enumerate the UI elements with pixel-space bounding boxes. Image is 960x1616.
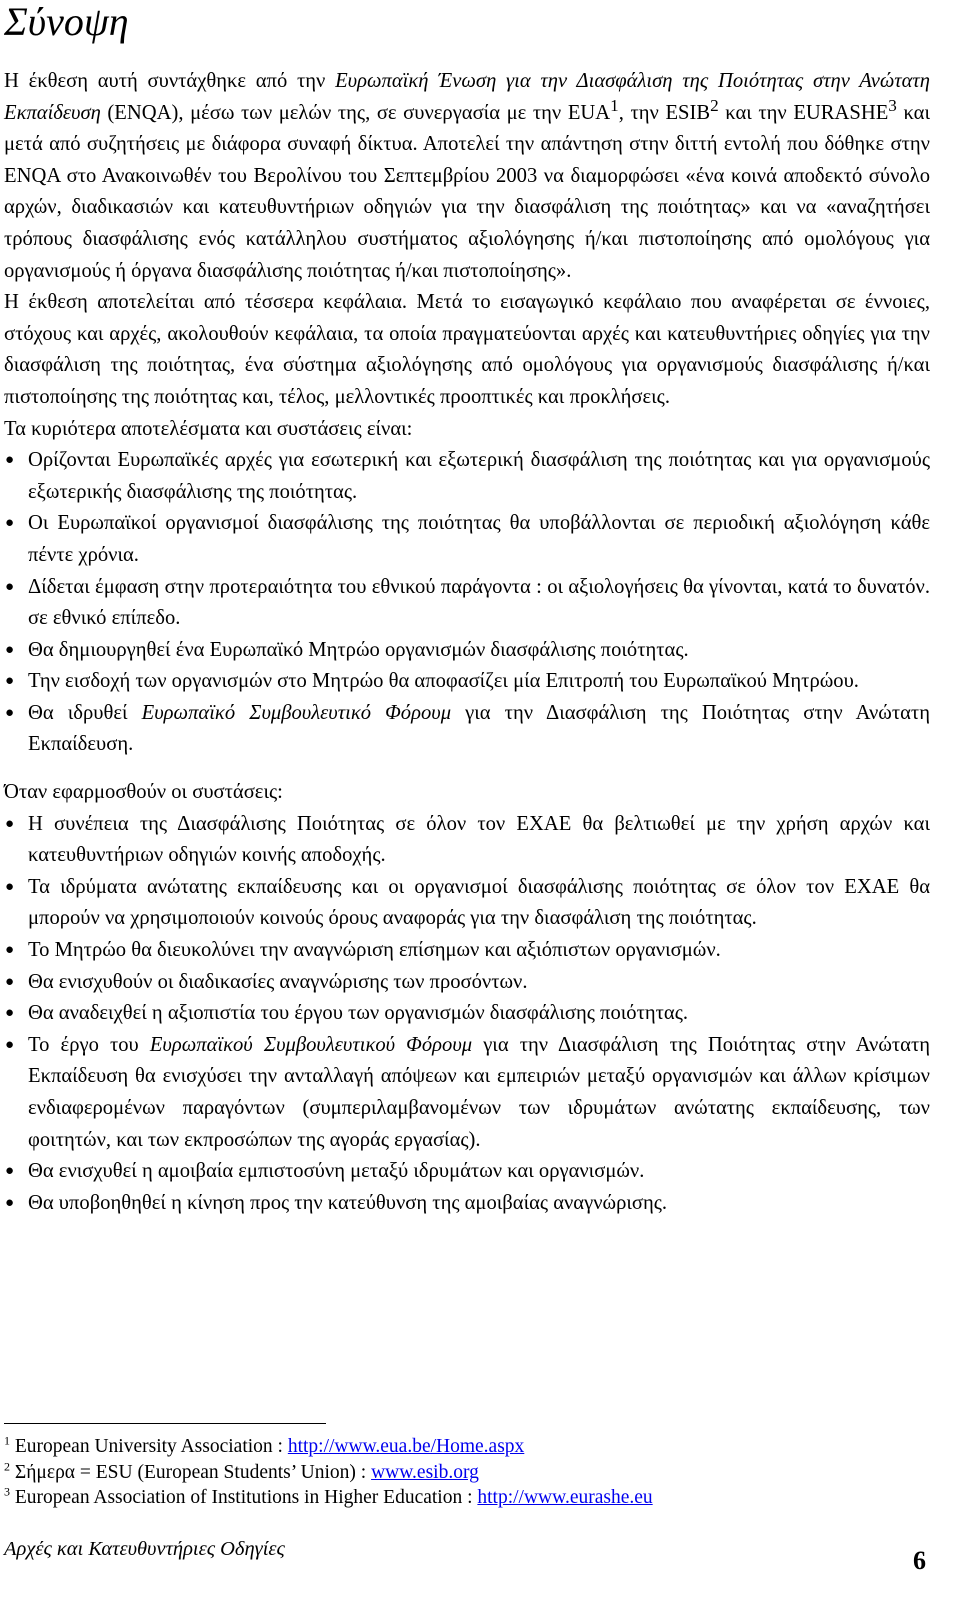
bullet-icon: ● xyxy=(5,878,15,895)
chapters-paragraph: Η έκθεση αποτελείται από τέσσερα κεφάλαια. Μετά το εισαγωγικό κεφάλαιο που αναφέρεται σε έννοιες, στόχους και αρχές, ακολουθούν κεφάλαια, τα οποία πραγματεύονται αρχές και κατευθυντήριες οδηγίες για την διασφάλιση της ποιότητας, ένα σύστημα αξιολόγησης από ομολόγους για οργανισμούς διασφάλισης ή/και πιστοποίησης της ποιότητας και, τέλος, μελλοντικές προοπτικές και προκλήσεις. xyxy=(4,291,930,408)
footnote-number: 1 xyxy=(4,1433,10,1448)
list-item-text: για την Διασφάλιση της Ποιότητας στην Ανώτατη Εκπαίδευση θα ενισχύσει την ανταλλαγή απόψεων και εμπειριών μεταξύ οργανισμών και άλλων κρίσιμων ενδιαφερομένων παραγόντων (συμπεριλαμβανομένων των ιδρυμάτων ανώτατης εκπαίδευσης, των φοιτητών, και των εκπροσώπων της αγοράς εργασίας). xyxy=(28,1033,930,1151)
footnote-number: 2 xyxy=(4,1459,10,1473)
enqa-name: Ευρωπαϊκή Ένωση για την Διασφάλιση της Ποιότητας στην Ανώτατη Εκπαίδευση xyxy=(4,70,930,124)
footnote-2 xyxy=(4,1460,653,1486)
list-item xyxy=(4,698,930,761)
list-item-text: Την εισδοχή των οργανισμών στο Μητρώο θα αποφασίζει μία Επιτροπή του Ευρωπαϊκού Μητρώου. xyxy=(28,670,859,693)
list-item xyxy=(4,666,930,698)
list-item xyxy=(4,1156,930,1188)
list-item-text: Το έργο του xyxy=(28,1033,150,1056)
footnote-text: European Association of Institutions in Higher Education : xyxy=(14,1487,478,1508)
list-item xyxy=(4,508,930,571)
footnote-text: Σήμερα = ESU (European Students’ Union) : xyxy=(14,1461,372,1483)
bullet-icon: ● xyxy=(5,1163,15,1180)
implementation-heading: Όταν εφαρμοσθούν οι συστάσεις: xyxy=(4,781,283,804)
list-item-text: Θα δημιουργηθεί ένα Ευρωπαϊκό Μητρώο οργανισμών διασφάλισης ποιότητας. xyxy=(28,638,689,661)
list-item-text: Το Μητρώο θα διευκολύνει την αναγνώριση επίσημων και αξιόπιστων οργανισμών. xyxy=(28,939,721,962)
bullet-icon: ● xyxy=(5,1005,15,1022)
forum-name: Ευρωπαϊκό Συμβουλευτικό Φόρουμ xyxy=(141,701,452,724)
results-heading: Τα κυριότερα αποτελέσματα και συστάσεις είναι: xyxy=(4,417,413,440)
eua-link[interactable]: http://www.eua.be/Home.aspx xyxy=(287,1436,525,1457)
bullet-icon: ● xyxy=(5,704,15,721)
list-item-text: Θα αναδειχθεί η αξιοπιστία του έργου των οργανισμών διασφάλισης ποιότητας. xyxy=(28,1002,689,1025)
page-title: Σύνοψη xyxy=(4,0,129,44)
footnote-ref-2[interactable]: 2 xyxy=(710,95,719,115)
results-list xyxy=(4,445,930,761)
intro-paragraph xyxy=(4,66,930,287)
list-item xyxy=(4,935,930,967)
text-span: Η έκθεση αυτή συντάχθηκε από την xyxy=(4,70,336,92)
footnote-ref-3[interactable]: 3 xyxy=(888,95,897,115)
list-item-text: Τα ιδρύματα ανώτατης εκπαίδευσης και οι οργανισμοί διασφάλισης ποιότητας σε όλον τον ΕΧΑΕ θα μπορούν να χρησιμοποιούν κοινούς όρους αναφοράς για την διασφάλιση της ποιότητας. xyxy=(28,875,930,930)
footer-title: Αρχές και Κατευθυντήριες Οδηγίες xyxy=(4,1538,285,1560)
text-span: , την ESIB xyxy=(618,101,711,124)
footnotes xyxy=(4,1434,653,1511)
list-item xyxy=(4,635,930,667)
outcomes-list xyxy=(4,809,930,1220)
bullet-icon: ● xyxy=(5,815,15,832)
footnote-ref-1[interactable]: 1 xyxy=(610,95,619,115)
list-item-text: για την Διασφάλιση της Ποιότητας στην Ανώτατη Εκπαίδευση. xyxy=(28,701,930,756)
list-item-text: Η συνέπεια της Διασφάλισης Ποιότητας σε όλον τον ΕΧΑΕ θα βελτιωθεί με την χρήση αρχών και κατευθυντήριων οδηγιών κοινής αποδοχής. xyxy=(28,812,930,867)
list-item xyxy=(4,967,930,999)
bullet-icon: ● xyxy=(5,515,15,532)
list-item-text: Οι Ευρωπαϊκοί οργανισμοί διασφάλισης της ποιότητας θα υποβάλλονται σε περιοδική αξιολόγηση κάθε πέντε χρόνια. xyxy=(28,512,930,566)
page-number: 6 xyxy=(913,1546,926,1575)
bullet-icon: ● xyxy=(5,452,15,469)
list-item xyxy=(4,998,930,1030)
bullet-icon: ● xyxy=(5,973,15,990)
bullet-icon: ● xyxy=(5,578,15,595)
list-item xyxy=(4,1188,930,1220)
list-item xyxy=(4,1030,930,1156)
esib-link[interactable]: www.esib.org xyxy=(371,1461,479,1483)
list-item xyxy=(4,872,930,935)
list-item xyxy=(4,809,930,872)
list-item-text: Δίδεται έμφαση στην προτεραιότητα του εθνικού παράγοντα : οι αξιολογήσεις θα γίνονται, κατά το δυνατόν. σε εθνικό επίπεδο. xyxy=(28,575,930,630)
list-item xyxy=(4,572,930,635)
text-span: και την EURASHE xyxy=(718,101,889,124)
bullet-icon: ● xyxy=(5,1194,15,1211)
summary-body xyxy=(4,66,930,1219)
forum-name: Ευρωπαϊκού Συμβουλευτικού Φόρουμ xyxy=(149,1033,473,1056)
list-item-text: Θα ενισχυθεί η αμοιβαία εμπιστοσύνη μεταξύ ιδρυμάτων και οργανισμών. xyxy=(28,1160,645,1183)
list-item-text: Θα υποβοηθηθεί η κίνηση προς την κατεύθυνση της αμοιβαίας αναγνώρισης. xyxy=(28,1191,668,1214)
list-item xyxy=(4,445,930,508)
bullet-icon: ● xyxy=(5,1036,15,1053)
text-span: και μετά από συζητήσεις με διάφορα συναφή δίκτυα. Αποτελεί την απάντηση στην διττή εντολή που δόθηκε στην ENQA στο Ανακοινωθέν του Βερολίνου του Σεπτεμβρίου 2003 να διαμορφώσει «ένα κοινά αποδεκτό σύνολο αρχών, διαδικασιών και κατευθυντήριων οδηγιών για την διασφάλιση της ποιότητας» και να «αναζητήσει τρόπους διασφάλισης ενός κατάλληλου συστήματος αξιολόγησης ή/και πιστοποίησης από ομολόγους για οργανισμούς ή όργανα διασφάλισης ποιότητας ή/και πιστοποίησης». xyxy=(4,101,930,282)
list-item-text: Ορίζονται Ευρωπαϊκές αρχές για εσωτερική και εξωτερική διασφάλιση της ποιότητας και για οργανισμούς εξωτερικής διασφάλισης της ποιότητας. xyxy=(28,449,930,503)
footnote-1 xyxy=(4,1434,653,1460)
footnote-3 xyxy=(4,1485,653,1511)
bullet-icon: ● xyxy=(5,942,15,959)
bullet-icon: ● xyxy=(5,673,15,690)
eurashe-link[interactable]: http://www.eurashe.eu xyxy=(477,1487,653,1508)
text-span: (ENQA), μέσω των μελών της, σε συνεργασία με την EUA xyxy=(100,101,611,124)
footnote-divider xyxy=(4,1423,326,1424)
list-item-text: Θα ιδρυθεί xyxy=(28,701,142,724)
bullet-icon: ● xyxy=(5,641,15,658)
footnote-number: 3 xyxy=(4,1484,10,1499)
footnote-text: European University Association : xyxy=(14,1436,288,1457)
list-item-text: Θα ενισχυθούν οι διαδικασίες αναγνώρισης των προσόντων. xyxy=(28,970,528,993)
